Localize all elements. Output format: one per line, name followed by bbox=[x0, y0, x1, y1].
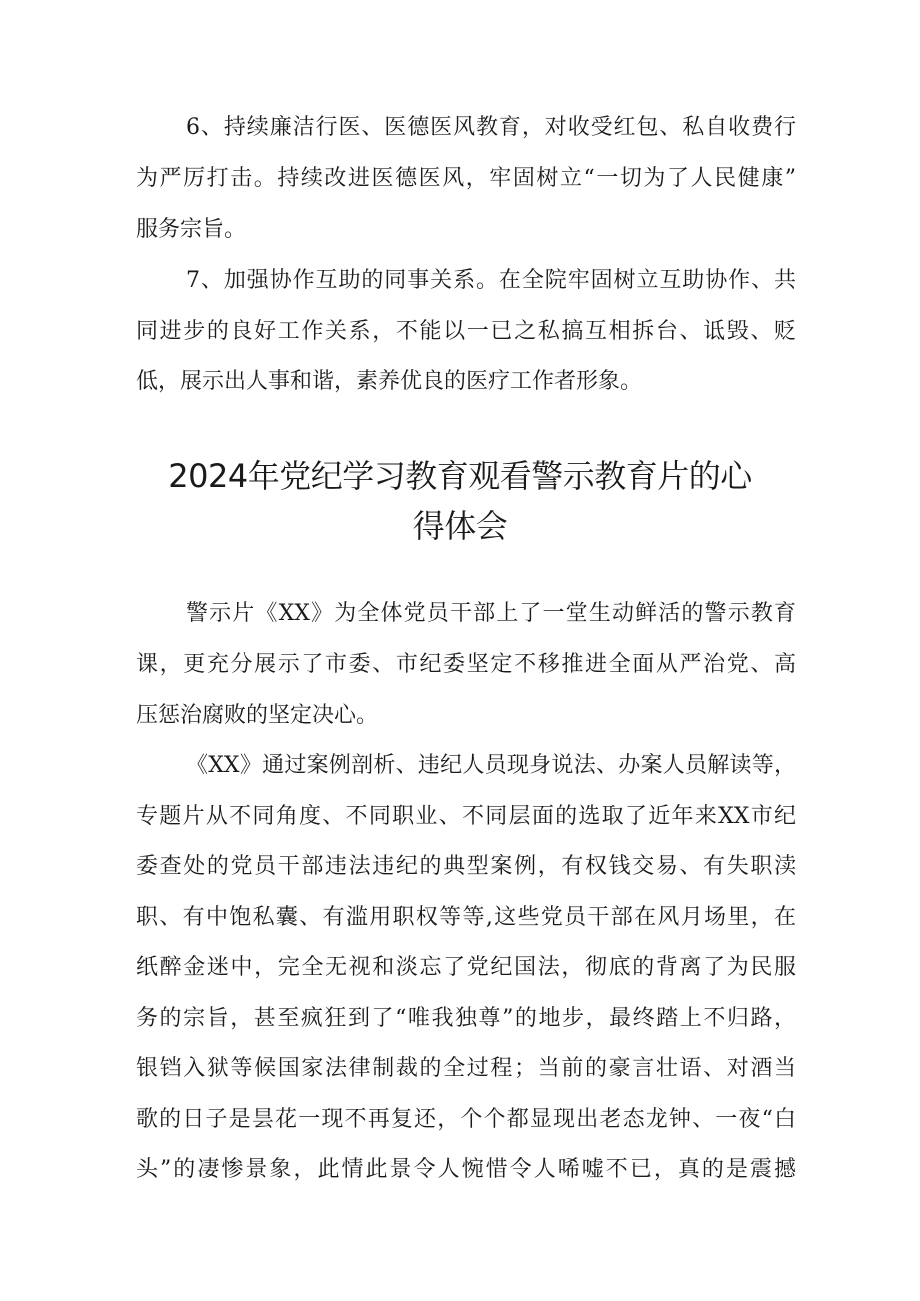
text-line: 歌的日子是昙花一现不再复还，个个都显现出老态龙钟、一夜“白 bbox=[136, 1107, 796, 1132]
title-line-1: 2024年党纪学习教育观看警示教育片的心 bbox=[168, 457, 752, 495]
text-line: 低，展示出人事和谐，素养优良的医疗工作者形象。 bbox=[136, 369, 643, 394]
text-line: 银铛入狱等候国家法律制裁的全过程；当前的豪言壮语、对酒当 bbox=[136, 1056, 796, 1081]
text-line: 纸醉金迷中，完全无视和淡忘了党纪国法，彻底的背离了为民服 bbox=[136, 955, 796, 980]
text-line: 7、加强协作互助的同事关系。在全院牢固树立互助协作、共 bbox=[186, 268, 796, 293]
text-line: 课，更充分展示了市委、市纪委坚定不移推进全面从严治党、高 bbox=[136, 652, 796, 677]
text-line: 压惩治腐败的坚定决心。 bbox=[136, 703, 379, 728]
text-line: 6、持续廉洁行医、医德医风教育，对收受红包、私自收费行 bbox=[186, 115, 796, 140]
text-line: 同进步的良好工作关系，不能以一已之私搞互相拆台、诋毁、贬 bbox=[136, 319, 796, 344]
text-line: 职、有中饱私囊、有滥用职权等等,这些党员干部在风月场里，在 bbox=[136, 905, 796, 930]
text-line: 务的宗旨，甚至疯狂到了“唯我独尊”的地步，最终踏上不归路， bbox=[136, 1006, 796, 1031]
text-line: 委查处的党员干部违法违纪的典型案例，有权钱交易、有失职渎 bbox=[136, 854, 796, 879]
text-line: 头”的凄惨景象，此情此景令人惋惜令人唏嘘不已，真的是震撼 bbox=[136, 1157, 796, 1182]
text-line: 服务宗旨。 bbox=[136, 217, 247, 242]
text-line: 警示片《XX》为全体党员干部上了一堂生动鲜活的警示教育 bbox=[186, 601, 796, 626]
text-line: 《XX》通过案例剖析、违纪人员现身说法、办案人员解读等， bbox=[186, 753, 796, 778]
text-line: 专题片从不同角度、不同职业、不同层面的选取了近年来XX市纪 bbox=[136, 804, 796, 829]
title-line-2: 得体会 bbox=[412, 507, 508, 545]
text-line: 为严厉打击。持续改进医德医风，牢固树立“一切为了人民健康” bbox=[136, 166, 796, 191]
